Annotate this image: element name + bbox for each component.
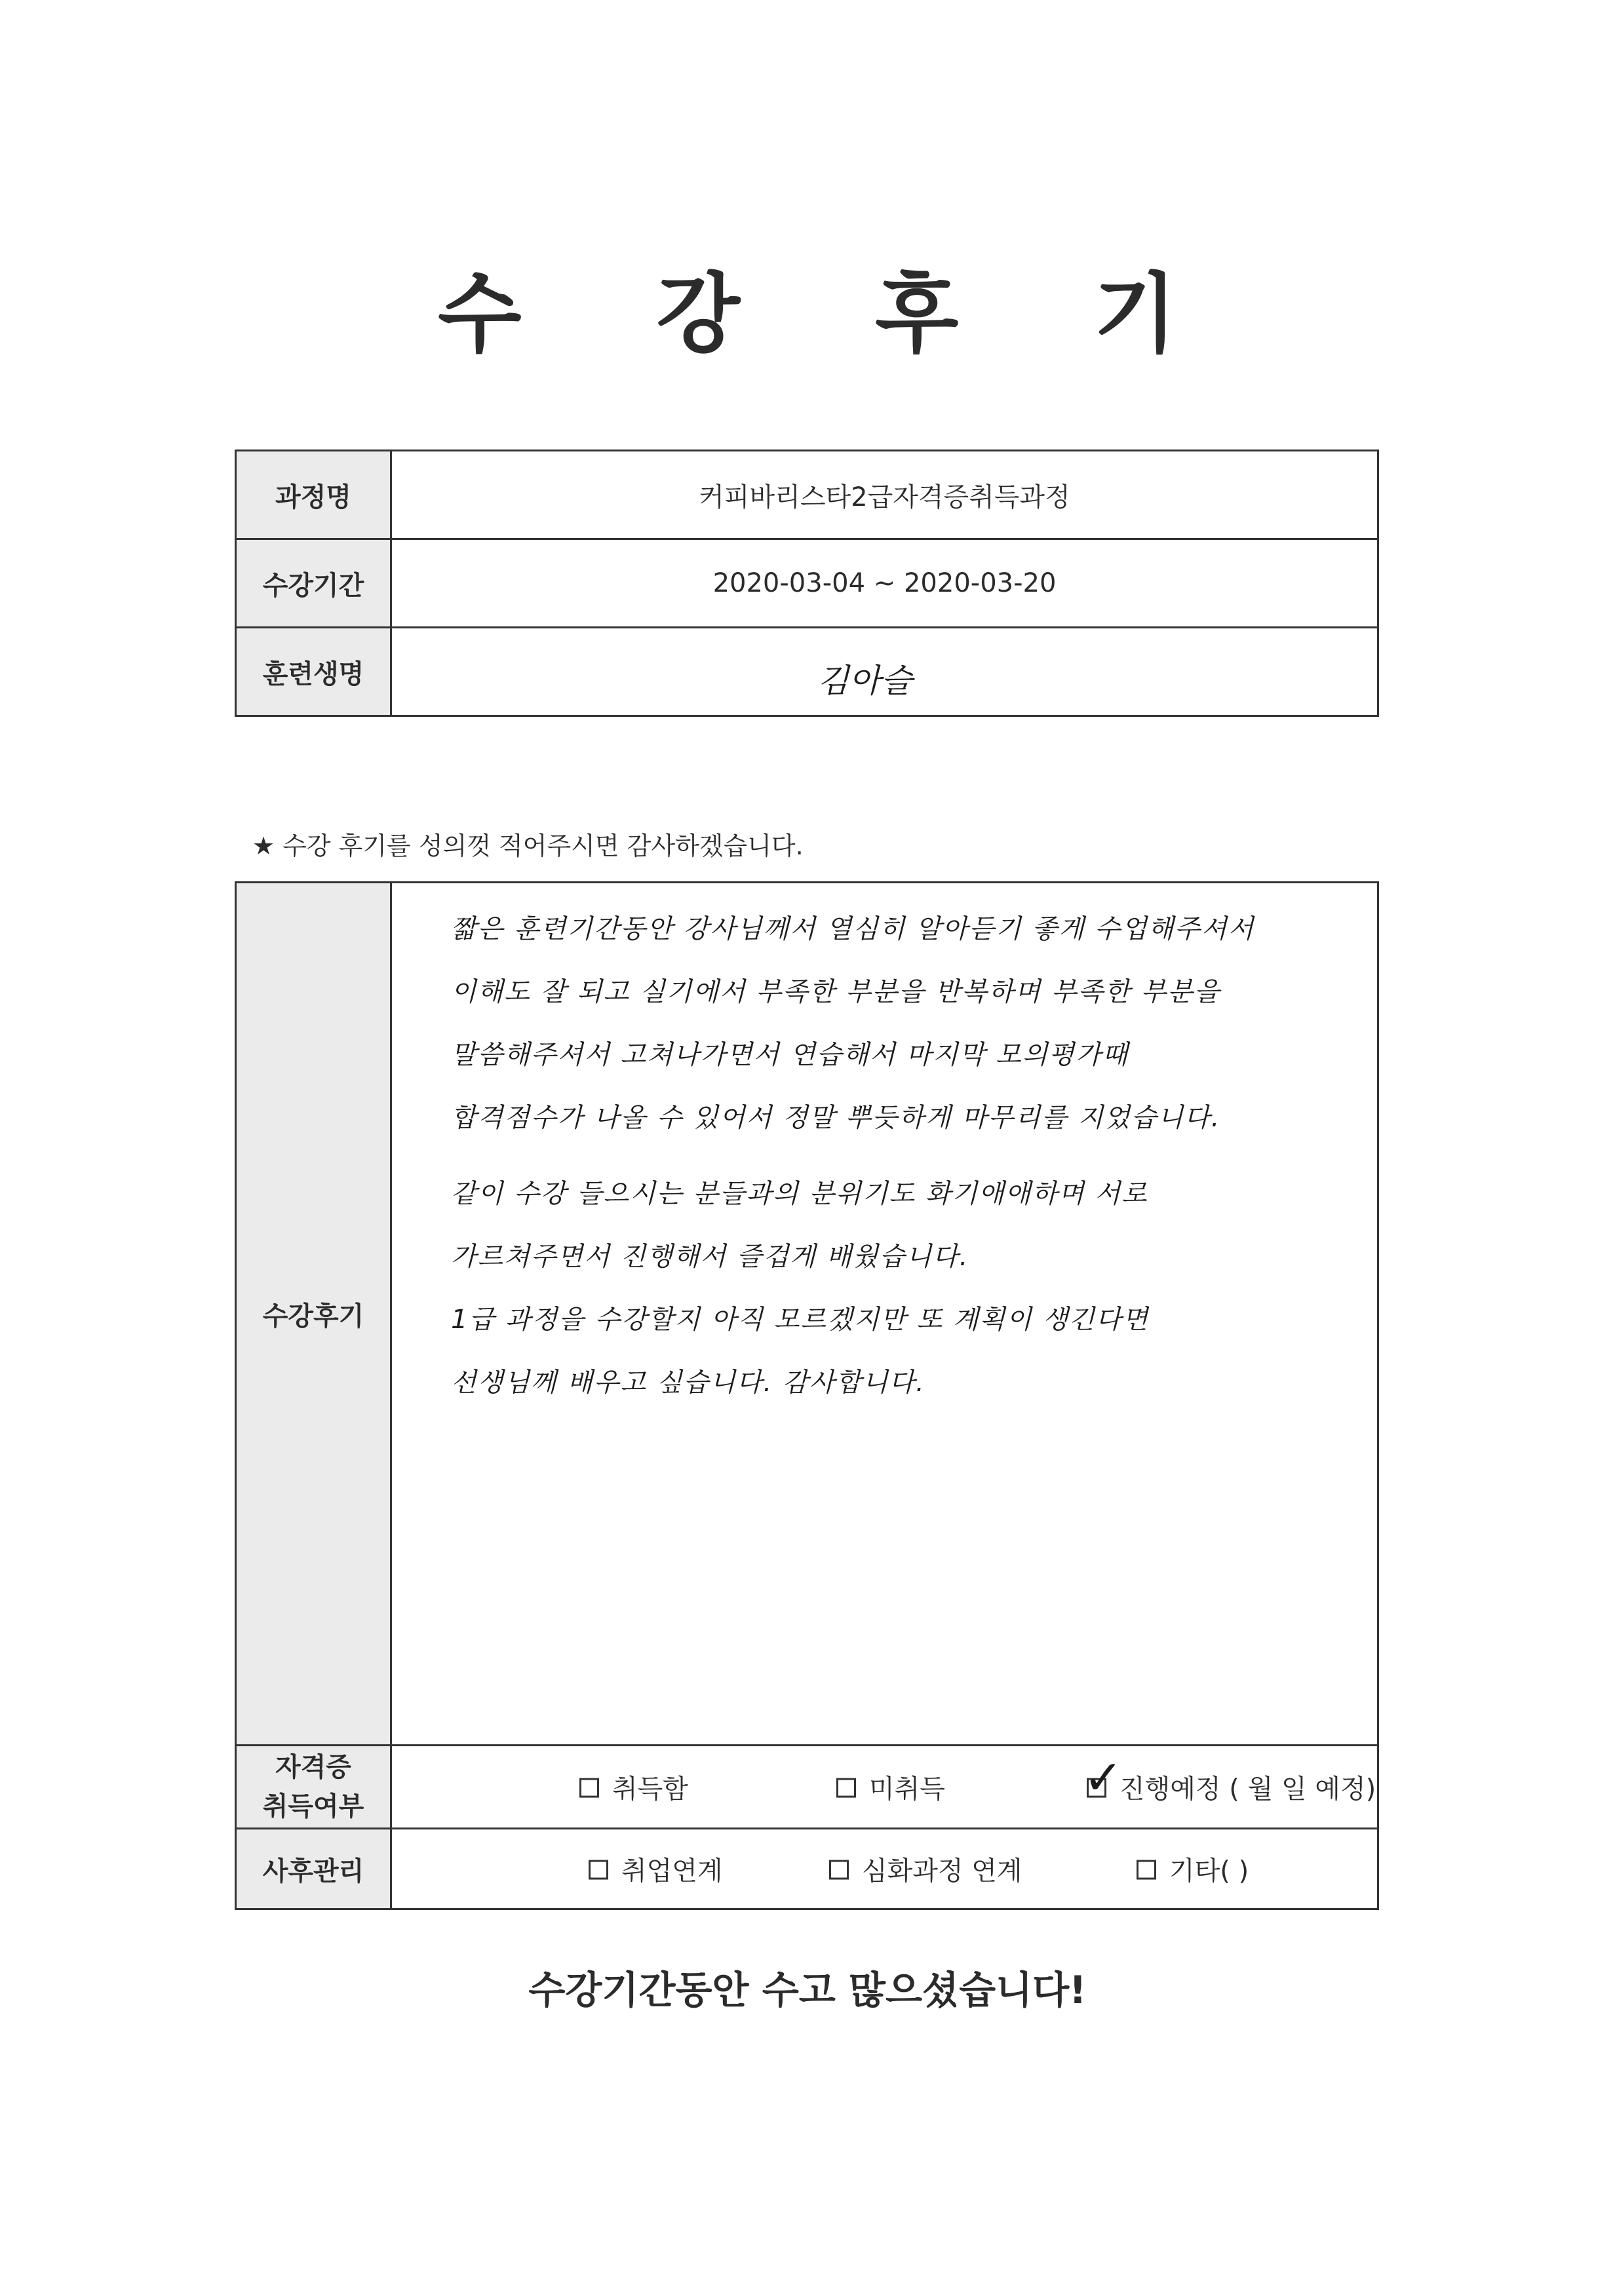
certification-label-line1: 자격증 <box>275 1752 351 1782</box>
review-line: 가르쳐주면서 진행해서 즐겁게 배웠습니다. <box>451 1242 969 1272</box>
course-name-label: 과정명 <box>236 451 391 539</box>
review-table <box>235 881 1379 1910</box>
aftercare-options <box>391 1829 1378 1909</box>
paragraph-gap <box>451 1161 1357 1174</box>
checkbox-not-acquired[interactable] <box>836 1778 856 1798</box>
checkbox-acquired[interactable] <box>579 1778 599 1798</box>
page-title: 수 강 후 기 <box>438 264 1230 365</box>
course-period-label: 수강기간 <box>236 539 391 628</box>
review-line: 이해도 잘 되고 실기에서 부족한 부분을 반복하며 부족한 부분을 <box>451 977 1221 1007</box>
option-other-label: 기타( ) <box>1169 1856 1249 1886</box>
aftercare-row <box>236 1829 1378 1909</box>
checkbox-advanced-course[interactable] <box>829 1860 849 1880</box>
option-not-acquired[interactable] <box>836 1769 945 1806</box>
review-text-area[interactable] <box>391 883 1378 1746</box>
review-line: 같이 수강 들으시는 분들과의 분위기도 화기애애하며 서로 <box>451 1179 1148 1209</box>
checkbox-in-progress[interactable] <box>1083 1750 1123 1805</box>
instruction-text: ★ 수강 후기를 성의껏 적어주시면 감사하겠습니다. <box>252 832 804 860</box>
review-line: 말씀해주셔서 고쳐나가면서 연습해서 마지막 모의평가때 <box>451 1040 1129 1070</box>
certification-row <box>236 1746 1378 1829</box>
option-other[interactable] <box>1137 1850 1249 1888</box>
course-period-value: 2020-03-04 ~ 2020-03-20 <box>391 539 1378 628</box>
review-label: 수강후기 <box>236 883 391 1746</box>
course-name-value: 커피바리스타2급자격증취득과정 <box>391 451 1378 539</box>
review-line: 짧은 훈련기간동안 강사님께서 열심히 알아듣기 좋게 수업해주셔서 <box>451 914 1255 944</box>
course-name-row <box>236 451 1378 539</box>
certification-label-line2: 취득여부 <box>262 1791 364 1822</box>
option-job-link[interactable] <box>589 1850 723 1888</box>
checkbox-job-link[interactable] <box>589 1860 608 1880</box>
option-in-progress[interactable] <box>1083 1750 1376 1806</box>
trainee-name-row <box>236 628 1378 716</box>
footer-message: 수강기간동안 수고 많으셨습니다! <box>528 1968 1087 2012</box>
course-period-row <box>236 539 1378 628</box>
option-acquired[interactable] <box>579 1769 688 1806</box>
option-not-acquired-label: 미취득 <box>869 1774 945 1805</box>
option-in-progress-label: 진행예정 ( 월 일 예정) <box>1119 1774 1376 1805</box>
trainee-name-cell[interactable] <box>391 628 1378 716</box>
certification-options <box>391 1746 1378 1829</box>
option-job-link-label: 취업연계 <box>621 1856 723 1886</box>
review-line: 합격점수가 나올 수 있어서 정말 뿌듯하게 마무리를 지었습니다. <box>451 1103 1221 1133</box>
trainee-name-label: 훈련생명 <box>236 628 391 716</box>
review-line: 1급 과정을 수강할지 아직 모르겠지만 또 계획이 생긴다면 <box>451 1305 1150 1335</box>
checkmark-icon: ✓ <box>1083 1750 1123 1805</box>
option-acquired-label: 취득함 <box>612 1774 688 1805</box>
option-advanced-course[interactable] <box>829 1850 1022 1888</box>
option-advanced-course-label: 심화과정 연계 <box>862 1856 1022 1886</box>
review-line: 선생님께 배우고 싶습니다. 감사합니다. <box>451 1368 925 1398</box>
checkbox-other[interactable] <box>1137 1860 1156 1880</box>
review-row <box>236 883 1378 1746</box>
aftercare-label: 사후관리 <box>236 1829 391 1909</box>
course-info-table <box>235 450 1379 717</box>
trainee-name-handwritten: 김아슬 <box>817 662 912 700</box>
certification-label <box>236 1746 391 1829</box>
